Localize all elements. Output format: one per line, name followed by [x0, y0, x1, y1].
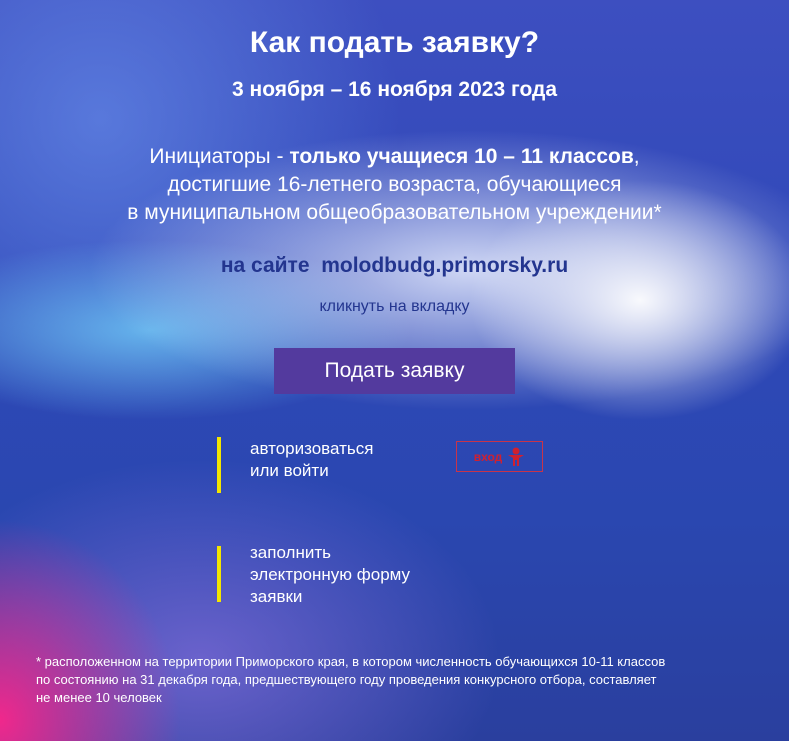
initiators-suffix: ,: [633, 145, 640, 168]
login-button[interactable]: [456, 441, 543, 472]
initiators-text: [0, 143, 789, 227]
step-line: авторизоваться: [250, 439, 374, 458]
site-label: на сайте: [220, 254, 310, 277]
step-marker: [217, 437, 221, 493]
site-info: [0, 254, 789, 278]
footnote-line: * расположенном на территории Приморского края, в котором численность обучающихся 10-11 классов: [36, 654, 666, 669]
site-url[interactable]: molodbudg.primorsky.ru: [321, 254, 569, 277]
initiators-line3: в муниципальном общеобразовательном учреждении*: [127, 201, 662, 224]
click-instruction: кликнуть на вкладку: [319, 298, 470, 315]
dates: 3 ноября – 16 ноября 2023 года: [232, 78, 557, 101]
submit-application-button[interactable]: Подать заявку: [274, 348, 515, 394]
step-line: или войти: [250, 461, 329, 480]
initiators-line2: достигшие 16-летнего возраста, обучающиеся: [167, 173, 622, 196]
step-line: электронную форму: [250, 565, 411, 584]
step-line: заявки: [250, 587, 303, 606]
initiators-bold: только учащиеся 10 – 11 классов: [289, 145, 634, 168]
person-icon: [507, 447, 525, 467]
footnote: [36, 653, 766, 707]
step-line: заполнить: [250, 543, 331, 562]
initiators-prefix: Инициаторы -: [149, 145, 290, 168]
step-marker: [217, 546, 221, 602]
footnote-line: не менее 10 человек: [36, 690, 162, 705]
login-label: вход: [473, 449, 503, 464]
step-fill-form: [250, 542, 410, 608]
footnote-line: по состоянию на 31 декабря года, предшествующего году проведения конкурсного отбора, составляет: [36, 672, 657, 687]
step-login: [250, 438, 373, 482]
page-title: Как подать заявку?: [249, 26, 540, 59]
